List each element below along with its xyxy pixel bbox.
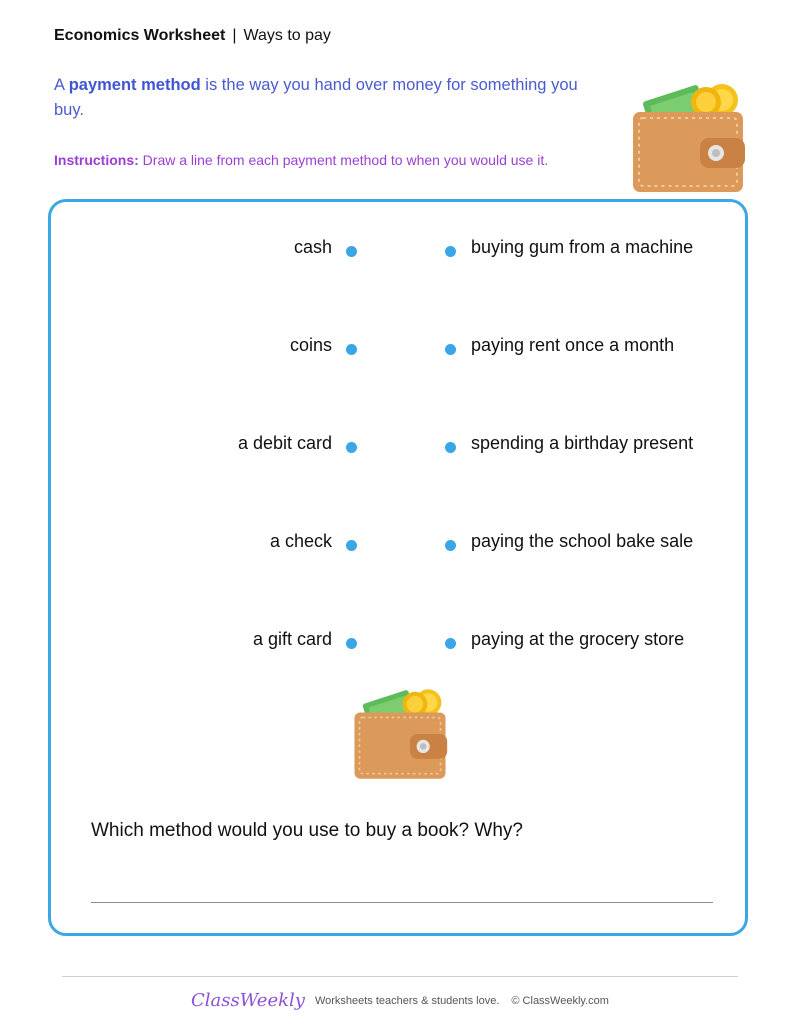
usage-label: buying gum from a machine bbox=[471, 237, 694, 257]
right-connector-dot[interactable] bbox=[445, 344, 456, 355]
intro-term: payment method bbox=[68, 76, 201, 94]
wallet-icon bbox=[352, 686, 448, 782]
matching-row bbox=[51, 235, 751, 265]
intro-definition bbox=[54, 73, 594, 123]
question-text: Which method would you use to buy a book? Why? bbox=[91, 820, 523, 841]
matching-row bbox=[51, 333, 751, 363]
left-connector-dot[interactable] bbox=[346, 638, 357, 649]
payment-method-label: coins bbox=[289, 335, 332, 355]
payment-method-label: cash bbox=[293, 237, 332, 257]
matching-row bbox=[51, 627, 751, 657]
matching-row bbox=[51, 529, 751, 559]
classweekly-logo: ClassWeekly bbox=[191, 990, 305, 1011]
worksheet-header bbox=[54, 27, 331, 45]
worksheet-topic: Ways to pay bbox=[243, 27, 331, 44]
wallet-icon bbox=[630, 80, 746, 196]
intro-rest: is the way you hand over money for something you buy. bbox=[54, 76, 578, 119]
intro-prefix: A bbox=[54, 76, 69, 94]
left-connector-dot[interactable] bbox=[346, 442, 357, 453]
left-connector-dot[interactable] bbox=[346, 540, 357, 551]
instructions bbox=[54, 152, 548, 168]
instructions-text: Draw a line from each payment method to when you would use it. bbox=[138, 152, 549, 168]
usage-label: spending a birthday present bbox=[471, 433, 694, 453]
payment-method-label: a check bbox=[269, 531, 332, 551]
matching-box bbox=[48, 199, 748, 936]
header-separator: | bbox=[232, 27, 237, 44]
payment-method-label: a debit card bbox=[237, 433, 332, 453]
footer bbox=[0, 990, 800, 1011]
matching-row bbox=[51, 431, 751, 461]
right-connector-dot[interactable] bbox=[445, 540, 456, 551]
answer-line[interactable] bbox=[91, 902, 713, 903]
left-connector-dot[interactable] bbox=[346, 246, 357, 257]
right-connector-dot[interactable] bbox=[445, 638, 456, 649]
footer-tagline: Worksheets teachers & students love. bbox=[314, 995, 500, 1007]
worksheet-subject: Economics Worksheet bbox=[54, 27, 226, 44]
footer-copyright: © ClassWeekly.com bbox=[511, 995, 609, 1007]
right-connector-dot[interactable] bbox=[445, 246, 456, 257]
payment-method-label: a gift card bbox=[252, 629, 332, 649]
left-connector-dot[interactable] bbox=[346, 344, 357, 355]
usage-label: paying at the grocery store bbox=[471, 629, 685, 649]
usage-label: paying the school bake sale bbox=[471, 531, 694, 551]
instructions-lead: Instructions: bbox=[54, 152, 139, 168]
footer-divider bbox=[62, 976, 738, 977]
usage-label: paying rent once a month bbox=[471, 335, 675, 355]
right-connector-dot[interactable] bbox=[445, 442, 456, 453]
